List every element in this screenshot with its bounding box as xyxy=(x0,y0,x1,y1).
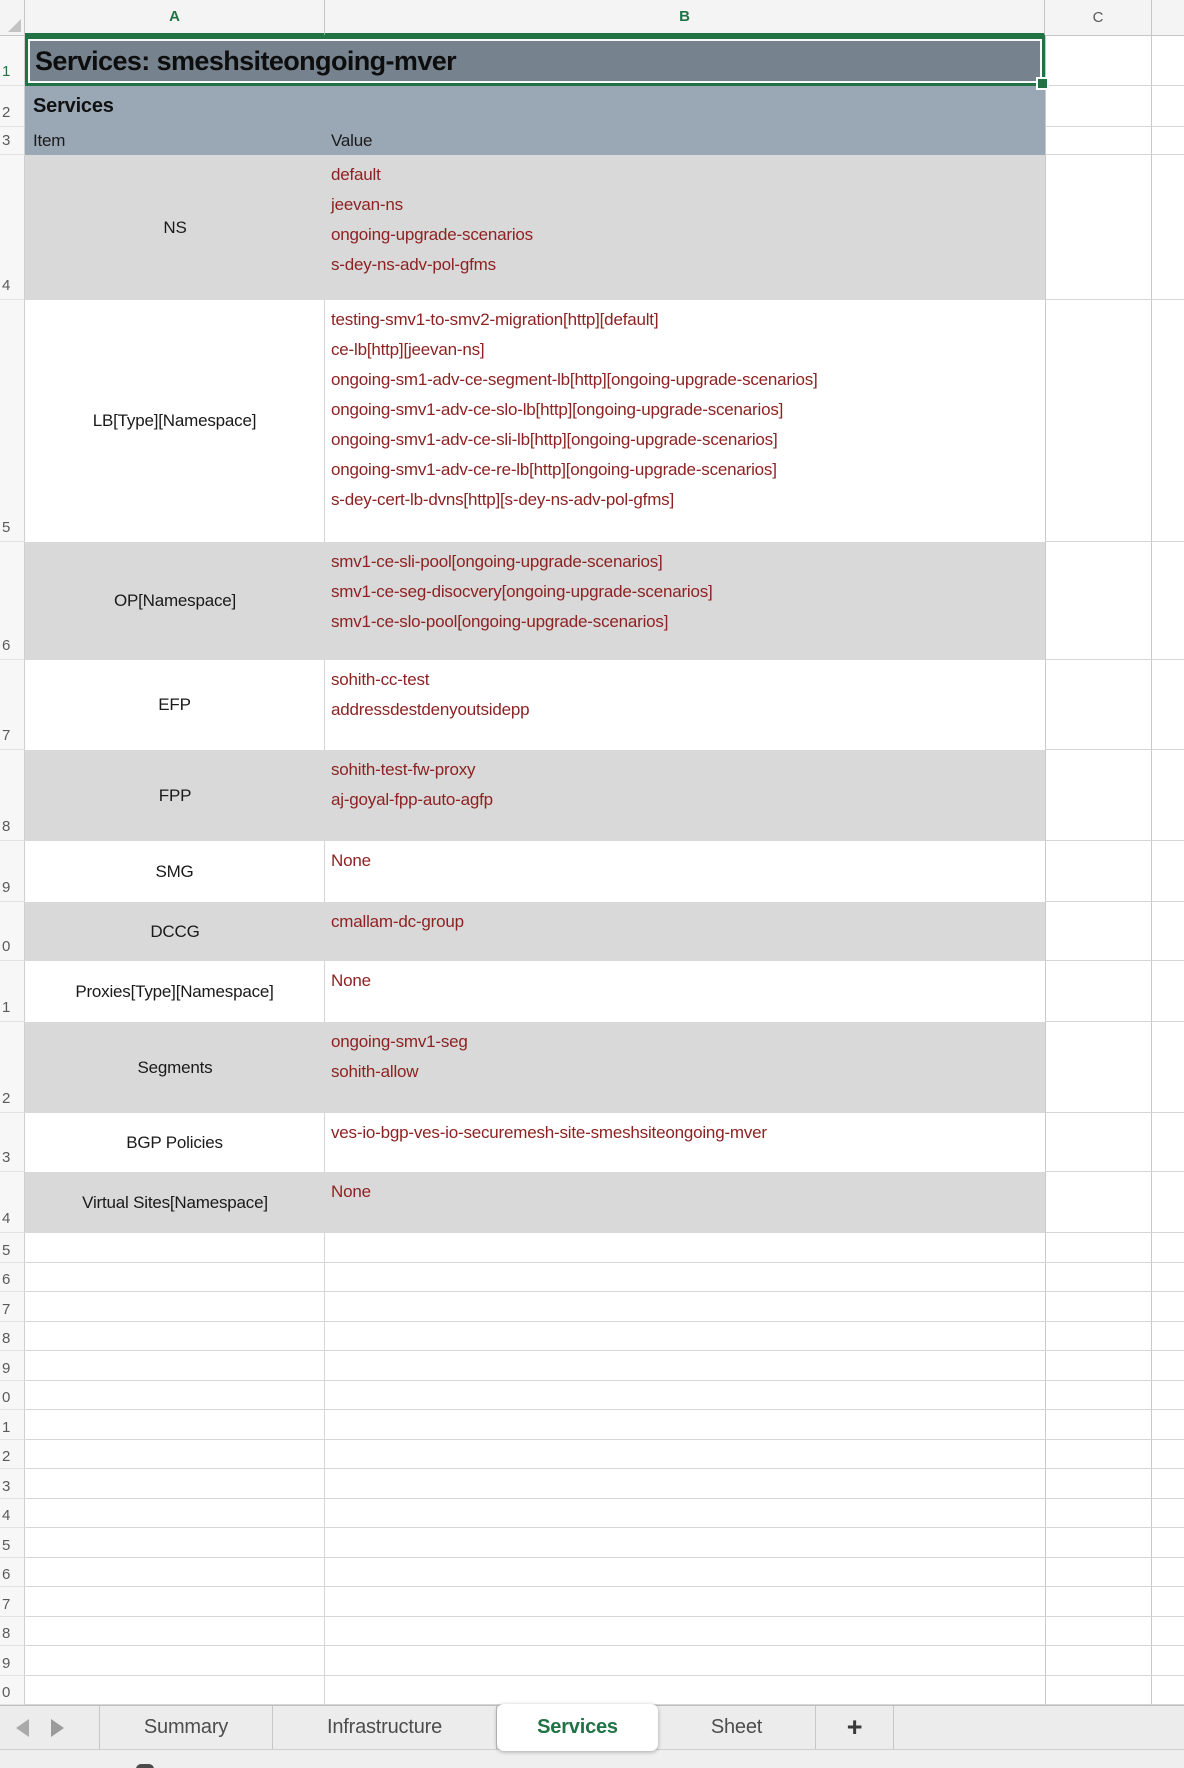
sheet-tab-infrastructure[interactable]: Infrastructure xyxy=(273,1706,497,1749)
sheet-tab-summary[interactable]: Summary xyxy=(100,1706,273,1749)
grid-cell-d[interactable] xyxy=(1152,86,1184,127)
empty-row xyxy=(0,1676,1184,1706)
empty-cell-b[interactable] xyxy=(325,1263,1045,1293)
column-header-b[interactable]: B xyxy=(325,0,1045,36)
grid-cell-c[interactable] xyxy=(1045,1381,1152,1411)
grid-cell-c[interactable] xyxy=(1045,902,1152,961)
row-2 xyxy=(0,86,1184,127)
empty-row xyxy=(0,1233,1184,1263)
value-line: jeevan-ns xyxy=(331,195,403,214)
row-number[interactable]: 2 xyxy=(0,86,25,127)
row-number[interactable]: 1 xyxy=(0,36,25,86)
table-row xyxy=(0,542,1184,660)
row-number[interactable]: 7 xyxy=(0,1292,25,1322)
empty-row xyxy=(0,1558,1184,1588)
grid-cell-d[interactable] xyxy=(1152,127,1184,155)
item-cell[interactable] xyxy=(25,902,325,961)
row-number[interactable]: 2 xyxy=(0,1022,25,1113)
grid-cell-c[interactable] xyxy=(1045,660,1152,750)
grid-cell-d[interactable] xyxy=(1152,1263,1184,1293)
grid-cell-d[interactable] xyxy=(1152,1499,1184,1529)
sheet-tabs xyxy=(100,1706,816,1749)
grid-cell-d[interactable] xyxy=(1152,300,1184,542)
grid-cell-c[interactable] xyxy=(1045,1499,1152,1529)
item-label: DCCG xyxy=(150,921,200,941)
tab-bar-filler xyxy=(894,1706,1184,1749)
grid-cell-c[interactable] xyxy=(1045,300,1152,542)
grid-cell-d[interactable] xyxy=(1152,1410,1184,1440)
grid-cell-d[interactable] xyxy=(1152,1676,1184,1706)
grid-cell-d[interactable] xyxy=(1152,750,1184,841)
value-line: ves-io-bgp-ves-io-securemesh-site-smeshsiteongoing-mver xyxy=(331,1123,767,1142)
value-cell[interactable] xyxy=(325,1113,1045,1172)
grid-cell-d[interactable] xyxy=(1152,1558,1184,1588)
empty-cell-b[interactable] xyxy=(325,1676,1045,1706)
row-number[interactable]: 2 xyxy=(0,1440,25,1470)
grid-cell-d[interactable] xyxy=(1152,1381,1184,1411)
value-line: ongoing-smv1-adv-ce-re-lb[http][ongoing-upgrade-scenarios] xyxy=(331,460,777,479)
table-row xyxy=(0,660,1184,750)
column-header-spacer xyxy=(1152,0,1184,36)
row-number[interactable]: 8 xyxy=(0,1322,25,1352)
value-cell[interactable] xyxy=(325,660,1045,750)
grid-cell-d[interactable] xyxy=(1152,1172,1184,1233)
value-line: s-dey-ns-adv-pol-gfms xyxy=(331,255,496,274)
grid-cell-c[interactable] xyxy=(1045,1587,1152,1617)
empty-cell-b[interactable] xyxy=(325,1499,1045,1529)
value-cell[interactable] xyxy=(325,155,1045,300)
value-line: ongoing-smv1-adv-ce-sli-lb[http][ongoing-upgrade-scenarios] xyxy=(331,430,778,449)
item-cell[interactable] xyxy=(25,750,325,841)
empty-cell-b[interactable] xyxy=(325,1292,1045,1322)
empty-cell-b[interactable] xyxy=(325,1381,1045,1411)
grid-cell-d[interactable] xyxy=(1152,1322,1184,1352)
item-label: Segments xyxy=(137,1057,213,1077)
item-label: EFP xyxy=(158,695,191,714)
grid-cell-c[interactable] xyxy=(1045,1292,1152,1322)
value-cell[interactable] xyxy=(325,1022,1045,1113)
empty-cell-a[interactable] xyxy=(25,1558,325,1588)
empty-cell-b[interactable] xyxy=(325,1646,1045,1676)
table-row xyxy=(0,300,1184,542)
grid-cell-d[interactable] xyxy=(1152,1351,1184,1381)
value-line: smv1-ce-seg-disocvery[ongoing-upgrade-scenarios] xyxy=(331,582,713,601)
value-line: smv1-ce-slo-pool[ongoing-upgrade-scenarios] xyxy=(331,612,669,631)
value-cell[interactable] xyxy=(325,750,1045,841)
empty-cell-a[interactable] xyxy=(25,1676,325,1706)
grid-cell-d[interactable] xyxy=(1152,1022,1184,1113)
empty-row xyxy=(0,1292,1184,1322)
grid-cell-d[interactable] xyxy=(1152,1440,1184,1470)
grid-cell-c[interactable] xyxy=(1045,1410,1152,1440)
empty-cell-a[interactable] xyxy=(25,1469,325,1499)
grid-cell-c[interactable] xyxy=(1045,542,1152,660)
empty-cell-a[interactable] xyxy=(25,1263,325,1293)
value-cell[interactable] xyxy=(325,961,1045,1022)
value-line: ongoing-sm1-adv-ce-segment-lb[http][ongoing-upgrade-scenarios] xyxy=(331,370,818,389)
value-line: sohith-allow xyxy=(331,1062,419,1081)
grid-cell-c[interactable] xyxy=(1045,841,1152,902)
row-number[interactable]: 6 xyxy=(0,1558,25,1588)
row-number[interactable]: 4 xyxy=(0,155,25,300)
next-sheet-arrow-icon[interactable] xyxy=(51,1719,64,1737)
empty-row xyxy=(0,1469,1184,1499)
empty-row xyxy=(0,1351,1184,1381)
empty-cell-a[interactable] xyxy=(25,1499,325,1529)
empty-row xyxy=(0,1263,1184,1293)
value-line: default xyxy=(331,165,381,184)
status-strip-mark xyxy=(136,1764,154,1768)
column-header-a[interactable]: A xyxy=(25,0,325,36)
grid-cell-c[interactable] xyxy=(1045,1469,1152,1499)
grid-cell-c[interactable] xyxy=(1045,1558,1152,1588)
empty-row xyxy=(0,1381,1184,1411)
value-line: ongoing-upgrade-scenarios xyxy=(331,225,533,244)
grid-cell-c[interactable] xyxy=(1045,1646,1152,1676)
sheet-nav-zone xyxy=(0,1706,100,1749)
grid-cell-d[interactable] xyxy=(1152,1292,1184,1322)
grid-cell-c[interactable] xyxy=(1045,36,1152,86)
grid-cell-d[interactable] xyxy=(1152,1617,1184,1647)
empty-row xyxy=(0,1587,1184,1617)
value-line: ce-lb[http][jeevan-ns] xyxy=(331,340,485,359)
grid-cell-d[interactable] xyxy=(1152,542,1184,660)
item-cell[interactable] xyxy=(25,300,325,542)
add-sheet-button[interactable]: + xyxy=(816,1706,894,1749)
empty-row xyxy=(0,1410,1184,1440)
grid-cell-d[interactable] xyxy=(1152,1528,1184,1558)
selection-fill-handle[interactable] xyxy=(1036,77,1049,90)
select-all-triangle-icon xyxy=(8,19,21,32)
empty-cell-a[interactable] xyxy=(25,1322,325,1352)
empty-row xyxy=(0,1322,1184,1352)
section-header-cell[interactable]: Services xyxy=(25,86,1045,127)
table-row xyxy=(0,961,1184,1022)
item-label: Virtual Sites[Namespace] xyxy=(82,1192,268,1212)
empty-cell-b[interactable] xyxy=(325,1322,1045,1352)
select-all-corner[interactable] xyxy=(0,0,25,36)
value-line: sohith-cc-test xyxy=(331,670,430,689)
grid-cell-d[interactable] xyxy=(1152,902,1184,961)
empty-row xyxy=(0,1528,1184,1558)
item-cell[interactable] xyxy=(25,961,325,1022)
empty-cell-b[interactable] xyxy=(325,1558,1045,1588)
row-number[interactable]: 6 xyxy=(0,542,25,660)
column-header-row xyxy=(0,0,1184,36)
empty-cell-a[interactable] xyxy=(25,1351,325,1381)
empty-cell-b[interactable] xyxy=(325,1440,1045,1470)
empty-cell-b[interactable] xyxy=(325,1469,1045,1499)
grid-cell-c[interactable] xyxy=(1045,1440,1152,1470)
grid-cell-d[interactable] xyxy=(1152,155,1184,300)
value-cell[interactable] xyxy=(325,902,1045,961)
prev-sheet-arrow-icon[interactable] xyxy=(16,1719,29,1737)
row-number[interactable]: 1 xyxy=(0,1410,25,1440)
value-cell[interactable] xyxy=(325,1172,1045,1233)
value-line: aj-goyal-fpp-auto-agfp xyxy=(331,790,493,809)
value-line: ongoing-smv1-adv-ce-slo-lb[http][ongoing-upgrade-scenarios] xyxy=(331,400,784,419)
row-number[interactable]: 7 xyxy=(0,1587,25,1617)
value-line: cmallam-dc-group xyxy=(331,912,464,931)
item-cell[interactable] xyxy=(25,542,325,660)
row-number[interactable]: 5 xyxy=(0,300,25,542)
value-line: s-dey-cert-lb-dvns[http][s-dey-ns-adv-pol-gfms] xyxy=(331,490,674,509)
table-row xyxy=(0,1113,1184,1172)
value-line: testing-smv1-to-smv2-migration[http][default] xyxy=(331,310,659,329)
empty-row xyxy=(0,1617,1184,1647)
row-number[interactable]: 5 xyxy=(0,1528,25,1558)
row-number[interactable]: 6 xyxy=(0,1263,25,1293)
empty-cell-a[interactable] xyxy=(25,1292,325,1322)
item-cell[interactable] xyxy=(25,841,325,902)
empty-cell-b[interactable] xyxy=(325,1351,1045,1381)
item-cell[interactable] xyxy=(25,155,325,300)
empty-row xyxy=(0,1499,1184,1529)
empty-cell-a[interactable] xyxy=(25,1587,325,1617)
row-number[interactable]: 9 xyxy=(0,1646,25,1676)
empty-row xyxy=(0,1440,1184,1470)
grid-cell-d[interactable] xyxy=(1152,1233,1184,1263)
grid-cell-c[interactable] xyxy=(1045,1528,1152,1558)
grid-cell-d[interactable] xyxy=(1152,660,1184,750)
value-line: addressdestdenyoutsidepp xyxy=(331,700,530,719)
empty-row xyxy=(0,1646,1184,1676)
grid-cell-c[interactable] xyxy=(1045,1617,1152,1647)
value-line: ongoing-smv1-seg xyxy=(331,1032,468,1051)
sheet-grid xyxy=(0,36,1184,1705)
grid-cell-d[interactable] xyxy=(1152,1113,1184,1172)
row-number[interactable]: 1 xyxy=(0,961,25,1022)
grid-cell-d[interactable] xyxy=(1152,841,1184,902)
empty-cell-b[interactable] xyxy=(325,1587,1045,1617)
value-cell[interactable] xyxy=(325,542,1045,660)
empty-cell-a[interactable] xyxy=(25,1646,325,1676)
grid-cell-c[interactable] xyxy=(1045,1113,1152,1172)
grid-cell-c[interactable] xyxy=(1045,1022,1152,1113)
grid-cell-c[interactable] xyxy=(1045,961,1152,1022)
status-strip xyxy=(0,1749,1184,1768)
value-line: None xyxy=(331,971,371,990)
table-row xyxy=(0,841,1184,902)
row-number[interactable]: 0 xyxy=(0,902,25,961)
item-label: Proxies[Type][Namespace] xyxy=(75,981,274,1001)
grid-cell-c[interactable] xyxy=(1045,1263,1152,1293)
empty-cell-a[interactable] xyxy=(25,1617,325,1647)
row-number[interactable]: 0 xyxy=(0,1676,25,1706)
grid-cell-c[interactable] xyxy=(1045,1351,1152,1381)
grid-cell-d[interactable] xyxy=(1152,1469,1184,1499)
table-row xyxy=(0,750,1184,841)
value-line: sohith-test-fw-proxy xyxy=(331,760,476,779)
row-number[interactable]: 4 xyxy=(0,1499,25,1529)
sheet-tab-sheet[interactable]: Sheet xyxy=(658,1706,816,1749)
grid-cell-c[interactable] xyxy=(1045,1233,1152,1263)
value-cell[interactable] xyxy=(325,841,1045,902)
item-cell[interactable] xyxy=(25,1022,325,1113)
row-number[interactable]: 8 xyxy=(0,750,25,841)
row-number[interactable]: 0 xyxy=(0,1381,25,1411)
grid-cell-c[interactable] xyxy=(1045,1172,1152,1233)
row-number[interactable]: 3 xyxy=(0,1113,25,1172)
empty-cell-b[interactable] xyxy=(325,1617,1045,1647)
grid-cell-c[interactable] xyxy=(1045,155,1152,300)
grid-cell-c[interactable] xyxy=(1045,86,1152,127)
row-number[interactable]: 3 xyxy=(0,127,25,155)
value-line: smv1-ce-sli-pool[ongoing-upgrade-scenarios] xyxy=(331,552,663,571)
table-row xyxy=(0,902,1184,961)
grid-cell-c[interactable] xyxy=(1045,750,1152,841)
grid-cell-c[interactable] xyxy=(1045,127,1152,155)
row-1 xyxy=(0,36,1184,86)
sheet-tab-bar xyxy=(0,1705,1184,1749)
empty-cell-b[interactable] xyxy=(325,1233,1045,1263)
table-row xyxy=(0,155,1184,300)
row-number[interactable]: 5 xyxy=(0,1233,25,1263)
items-header-cell[interactable]: Item xyxy=(25,127,325,155)
sheet-tab-services[interactable]: Services xyxy=(497,1704,658,1751)
item-label: LB[Type][Namespace] xyxy=(92,411,257,430)
empty-cell-a[interactable] xyxy=(25,1528,325,1558)
grid-cell-d[interactable] xyxy=(1152,1646,1184,1676)
row-number[interactable]: 9 xyxy=(0,1351,25,1381)
item-label: FPP xyxy=(158,785,192,805)
value-line: None xyxy=(331,1182,371,1201)
row-number[interactable]: 3 xyxy=(0,1469,25,1499)
grid-cell-d[interactable] xyxy=(1152,1587,1184,1617)
title-cell[interactable] xyxy=(25,36,1045,86)
value-cell[interactable] xyxy=(325,300,1045,542)
row-number[interactable]: 4 xyxy=(0,1172,25,1233)
empty-cell-a[interactable] xyxy=(25,1233,325,1263)
item-cell[interactable] xyxy=(25,660,325,750)
values-header-cell[interactable]: Value xyxy=(325,127,1045,155)
grid-cell-c[interactable] xyxy=(1045,1676,1152,1706)
page-title: Services: smeshsiteongoing-mver xyxy=(35,45,457,76)
row-number[interactable]: 8 xyxy=(0,1617,25,1647)
row-3 xyxy=(0,127,1184,155)
row-number[interactable]: 7 xyxy=(0,660,25,750)
item-cell[interactable] xyxy=(25,1113,325,1172)
empty-cell-a[interactable] xyxy=(25,1440,325,1470)
grid-cell-d[interactable] xyxy=(1152,36,1184,86)
table-row xyxy=(0,1172,1184,1233)
item-label: NS xyxy=(163,217,187,237)
grid-cell-d[interactable] xyxy=(1152,961,1184,1022)
column-header-c[interactable]: C xyxy=(1045,0,1152,36)
row-number[interactable]: 9 xyxy=(0,841,25,902)
item-label: SMG xyxy=(155,861,194,881)
item-label: OP[Namespace] xyxy=(113,591,237,610)
table-row xyxy=(0,1022,1184,1113)
empty-cell-a[interactable] xyxy=(25,1410,325,1440)
empty-cell-a[interactable] xyxy=(25,1381,325,1411)
empty-cell-b[interactable] xyxy=(325,1528,1045,1558)
grid-cell-c[interactable] xyxy=(1045,1322,1152,1352)
item-label: BGP Policies xyxy=(126,1132,223,1152)
item-cell[interactable] xyxy=(25,1172,325,1233)
value-line: None xyxy=(331,851,371,870)
empty-cell-b[interactable] xyxy=(325,1410,1045,1440)
